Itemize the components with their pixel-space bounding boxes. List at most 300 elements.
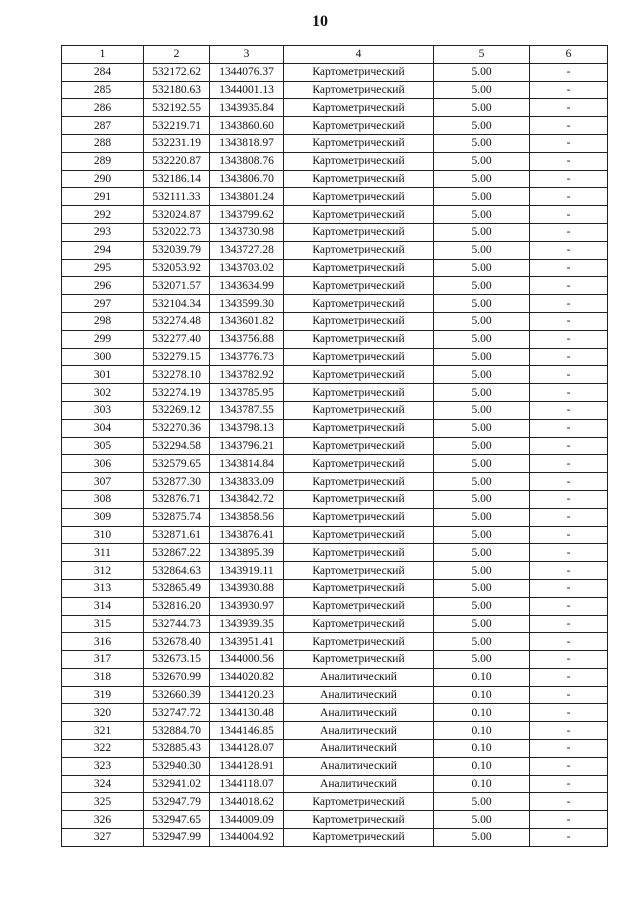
- coordinates-table: [61, 45, 608, 847]
- method-cell: Картометрический: [284, 366, 434, 384]
- method-cell: Картометрический: [284, 312, 434, 330]
- method-cell: Картометрический: [284, 793, 434, 811]
- note-cell: -: [530, 775, 608, 793]
- method-cell: Картометрический: [284, 597, 434, 615]
- y-coordinate-cell: 1343833.09: [210, 473, 284, 491]
- table-row: [62, 615, 608, 633]
- table-row: [62, 206, 608, 224]
- x-coordinate-cell: 532875.74: [144, 508, 210, 526]
- table-row: [62, 508, 608, 526]
- point-number-cell: 300: [62, 348, 144, 366]
- point-number-cell: 310: [62, 526, 144, 544]
- y-coordinate-cell: 1344120.23: [210, 686, 284, 704]
- method-cell: Картометрический: [284, 490, 434, 508]
- accuracy-cell: 5.00: [434, 455, 530, 473]
- column-header: 6: [530, 46, 608, 64]
- x-coordinate-cell: 532947.65: [144, 811, 210, 829]
- accuracy-cell: 5.00: [434, 829, 530, 847]
- note-cell: -: [530, 597, 608, 615]
- point-number-cell: 313: [62, 579, 144, 597]
- point-number-cell: 293: [62, 223, 144, 241]
- method-cell: Аналитический: [284, 722, 434, 740]
- y-coordinate-cell: 1343895.39: [210, 544, 284, 562]
- note-cell: -: [530, 99, 608, 117]
- y-coordinate-cell: 1343730.98: [210, 223, 284, 241]
- point-number-cell: 317: [62, 651, 144, 669]
- accuracy-cell: 0.10: [434, 757, 530, 775]
- y-coordinate-cell: 1343951.41: [210, 633, 284, 651]
- note-cell: -: [530, 223, 608, 241]
- table-row: [62, 793, 608, 811]
- method-cell: Картометрический: [284, 134, 434, 152]
- accuracy-cell: 5.00: [434, 63, 530, 81]
- y-coordinate-cell: 1344000.56: [210, 651, 284, 669]
- note-cell: -: [530, 259, 608, 277]
- note-cell: -: [530, 134, 608, 152]
- table-row: [62, 170, 608, 188]
- y-coordinate-cell: 1344130.48: [210, 704, 284, 722]
- point-number-cell: 304: [62, 419, 144, 437]
- accuracy-cell: 5.00: [434, 579, 530, 597]
- accuracy-cell: 5.00: [434, 295, 530, 313]
- method-cell: Аналитический: [284, 668, 434, 686]
- note-cell: -: [530, 419, 608, 437]
- note-cell: -: [530, 615, 608, 633]
- table-row: [62, 277, 608, 295]
- note-cell: -: [530, 526, 608, 544]
- y-coordinate-cell: 1343939.35: [210, 615, 284, 633]
- y-coordinate-cell: 1343858.56: [210, 508, 284, 526]
- table-row: [62, 152, 608, 170]
- accuracy-cell: 5.00: [434, 99, 530, 117]
- x-coordinate-cell: 532219.71: [144, 117, 210, 135]
- x-coordinate-cell: 532024.87: [144, 206, 210, 224]
- y-coordinate-cell: 1343756.88: [210, 330, 284, 348]
- accuracy-cell: 0.10: [434, 722, 530, 740]
- point-number-cell: 299: [62, 330, 144, 348]
- x-coordinate-cell: 532053.92: [144, 259, 210, 277]
- x-coordinate-cell: 532269.12: [144, 401, 210, 419]
- note-cell: -: [530, 757, 608, 775]
- y-coordinate-cell: 1344128.91: [210, 757, 284, 775]
- method-cell: Картометрический: [284, 81, 434, 99]
- method-cell: Картометрический: [284, 401, 434, 419]
- table-row: [62, 562, 608, 580]
- accuracy-cell: 5.00: [434, 81, 530, 99]
- x-coordinate-cell: 532277.40: [144, 330, 210, 348]
- note-cell: -: [530, 241, 608, 259]
- accuracy-cell: 5.00: [434, 223, 530, 241]
- point-number-cell: 298: [62, 312, 144, 330]
- table-row: [62, 829, 608, 847]
- table-row: [62, 686, 608, 704]
- note-cell: -: [530, 455, 608, 473]
- accuracy-cell: 0.10: [434, 686, 530, 704]
- point-number-cell: 326: [62, 811, 144, 829]
- y-coordinate-cell: 1344004.92: [210, 829, 284, 847]
- y-coordinate-cell: 1343787.55: [210, 401, 284, 419]
- accuracy-cell: 5.00: [434, 526, 530, 544]
- x-coordinate-cell: 532274.19: [144, 384, 210, 402]
- table-row: [62, 81, 608, 99]
- y-coordinate-cell: 1343842.72: [210, 490, 284, 508]
- x-coordinate-cell: 532278.10: [144, 366, 210, 384]
- method-cell: Картометрический: [284, 223, 434, 241]
- method-cell: Картометрический: [284, 811, 434, 829]
- table-row: [62, 455, 608, 473]
- point-number-cell: 294: [62, 241, 144, 259]
- y-coordinate-cell: 1344018.62: [210, 793, 284, 811]
- point-number-cell: 327: [62, 829, 144, 847]
- table-row: [62, 740, 608, 758]
- note-cell: -: [530, 277, 608, 295]
- table-row: [62, 544, 608, 562]
- method-cell: Аналитический: [284, 686, 434, 704]
- note-cell: -: [530, 651, 608, 669]
- point-number-cell: 302: [62, 384, 144, 402]
- y-coordinate-cell: 1343935.84: [210, 99, 284, 117]
- point-number-cell: 287: [62, 117, 144, 135]
- x-coordinate-cell: 532670.99: [144, 668, 210, 686]
- x-coordinate-cell: 532186.14: [144, 170, 210, 188]
- y-coordinate-cell: 1343806.70: [210, 170, 284, 188]
- x-coordinate-cell: 532884.70: [144, 722, 210, 740]
- accuracy-cell: 5.00: [434, 206, 530, 224]
- method-cell: Картометрический: [284, 829, 434, 847]
- table-row: [62, 473, 608, 491]
- x-coordinate-cell: 532231.19: [144, 134, 210, 152]
- accuracy-cell: 5.00: [434, 437, 530, 455]
- method-cell: Картометрический: [284, 651, 434, 669]
- x-coordinate-cell: 532172.62: [144, 63, 210, 81]
- accuracy-cell: 5.00: [434, 366, 530, 384]
- note-cell: -: [530, 793, 608, 811]
- point-number-cell: 303: [62, 401, 144, 419]
- accuracy-cell: 0.10: [434, 668, 530, 686]
- x-coordinate-cell: 532220.87: [144, 152, 210, 170]
- y-coordinate-cell: 1344009.09: [210, 811, 284, 829]
- table-row: [62, 526, 608, 544]
- accuracy-cell: 5.00: [434, 811, 530, 829]
- table-row: [62, 348, 608, 366]
- note-cell: -: [530, 508, 608, 526]
- note-cell: -: [530, 81, 608, 99]
- y-coordinate-cell: 1343785.95: [210, 384, 284, 402]
- method-cell: Картометрический: [284, 579, 434, 597]
- accuracy-cell: 5.00: [434, 348, 530, 366]
- y-coordinate-cell: 1344128.07: [210, 740, 284, 758]
- y-coordinate-cell: 1343860.60: [210, 117, 284, 135]
- table-body: [62, 63, 608, 846]
- y-coordinate-cell: 1343930.97: [210, 597, 284, 615]
- method-cell: Картометрический: [284, 188, 434, 206]
- y-coordinate-cell: 1343930.88: [210, 579, 284, 597]
- y-coordinate-cell: 1343799.62: [210, 206, 284, 224]
- note-cell: -: [530, 811, 608, 829]
- accuracy-cell: 5.00: [434, 330, 530, 348]
- accuracy-cell: 5.00: [434, 259, 530, 277]
- note-cell: -: [530, 295, 608, 313]
- accuracy-cell: 5.00: [434, 490, 530, 508]
- accuracy-cell: 5.00: [434, 651, 530, 669]
- note-cell: -: [530, 437, 608, 455]
- table-row: [62, 775, 608, 793]
- table-row: [62, 241, 608, 259]
- column-header: 3: [210, 46, 284, 64]
- note-cell: -: [530, 704, 608, 722]
- accuracy-cell: 5.00: [434, 793, 530, 811]
- table-row: [62, 259, 608, 277]
- table-row: [62, 117, 608, 135]
- x-coordinate-cell: 532816.20: [144, 597, 210, 615]
- point-number-cell: 320: [62, 704, 144, 722]
- accuracy-cell: 0.10: [434, 704, 530, 722]
- table-row: [62, 419, 608, 437]
- x-coordinate-cell: 532660.39: [144, 686, 210, 704]
- note-cell: -: [530, 490, 608, 508]
- y-coordinate-cell: 1344001.13: [210, 81, 284, 99]
- column-header: 1: [62, 46, 144, 64]
- accuracy-cell: 5.00: [434, 615, 530, 633]
- y-coordinate-cell: 1344118.07: [210, 775, 284, 793]
- x-coordinate-cell: 532885.43: [144, 740, 210, 758]
- method-cell: Картометрический: [284, 99, 434, 117]
- method-cell: Картометрический: [284, 348, 434, 366]
- method-cell: Картометрический: [284, 277, 434, 295]
- table-row: [62, 134, 608, 152]
- note-cell: -: [530, 312, 608, 330]
- y-coordinate-cell: 1343703.02: [210, 259, 284, 277]
- table-row: [62, 490, 608, 508]
- point-number-cell: 307: [62, 473, 144, 491]
- accuracy-cell: 5.00: [434, 473, 530, 491]
- point-number-cell: 291: [62, 188, 144, 206]
- point-number-cell: 292: [62, 206, 144, 224]
- table-row: [62, 99, 608, 117]
- method-cell: Картометрический: [284, 241, 434, 259]
- y-coordinate-cell: 1344076.37: [210, 63, 284, 81]
- y-coordinate-cell: 1343919.11: [210, 562, 284, 580]
- note-cell: -: [530, 188, 608, 206]
- x-coordinate-cell: 532941.02: [144, 775, 210, 793]
- accuracy-cell: 5.00: [434, 508, 530, 526]
- table-row: [62, 579, 608, 597]
- accuracy-cell: 5.00: [434, 152, 530, 170]
- point-number-cell: 311: [62, 544, 144, 562]
- note-cell: -: [530, 668, 608, 686]
- x-coordinate-cell: 532294.58: [144, 437, 210, 455]
- accuracy-cell: 5.00: [434, 544, 530, 562]
- table-row: [62, 722, 608, 740]
- x-coordinate-cell: 532940.30: [144, 757, 210, 775]
- method-cell: Картометрический: [284, 508, 434, 526]
- y-coordinate-cell: 1343808.76: [210, 152, 284, 170]
- column-header: 4: [284, 46, 434, 64]
- x-coordinate-cell: 532270.36: [144, 419, 210, 437]
- table-row: [62, 312, 608, 330]
- y-coordinate-cell: 1343801.24: [210, 188, 284, 206]
- note-cell: -: [530, 722, 608, 740]
- point-number-cell: 288: [62, 134, 144, 152]
- note-cell: -: [530, 63, 608, 81]
- accuracy-cell: 5.00: [434, 384, 530, 402]
- y-coordinate-cell: 1343599.30: [210, 295, 284, 313]
- method-cell: Картометрический: [284, 562, 434, 580]
- method-cell: Картометрический: [284, 419, 434, 437]
- method-cell: Картометрический: [284, 544, 434, 562]
- table-row: [62, 401, 608, 419]
- accuracy-cell: 0.10: [434, 740, 530, 758]
- point-number-cell: 305: [62, 437, 144, 455]
- method-cell: Картометрический: [284, 384, 434, 402]
- x-coordinate-cell: 532111.33: [144, 188, 210, 206]
- method-cell: Картометрический: [284, 526, 434, 544]
- x-coordinate-cell: 532104.34: [144, 295, 210, 313]
- point-number-cell: 321: [62, 722, 144, 740]
- accuracy-cell: 5.00: [434, 134, 530, 152]
- note-cell: -: [530, 366, 608, 384]
- accuracy-cell: 0.10: [434, 775, 530, 793]
- column-header: 2: [144, 46, 210, 64]
- point-number-cell: 309: [62, 508, 144, 526]
- note-cell: -: [530, 562, 608, 580]
- x-coordinate-cell: 532192.55: [144, 99, 210, 117]
- accuracy-cell: 5.00: [434, 633, 530, 651]
- method-cell: Картометрический: [284, 633, 434, 651]
- method-cell: Картометрический: [284, 615, 434, 633]
- method-cell: Картометрический: [284, 455, 434, 473]
- method-cell: Аналитический: [284, 775, 434, 793]
- x-coordinate-cell: 532867.22: [144, 544, 210, 562]
- note-cell: -: [530, 330, 608, 348]
- x-coordinate-cell: 532876.71: [144, 490, 210, 508]
- column-header: 5: [434, 46, 530, 64]
- method-cell: Картометрический: [284, 437, 434, 455]
- x-coordinate-cell: 532039.79: [144, 241, 210, 259]
- y-coordinate-cell: 1343818.97: [210, 134, 284, 152]
- accuracy-cell: 5.00: [434, 117, 530, 135]
- accuracy-cell: 5.00: [434, 419, 530, 437]
- note-cell: -: [530, 117, 608, 135]
- method-cell: Аналитический: [284, 704, 434, 722]
- note-cell: -: [530, 152, 608, 170]
- point-number-cell: 322: [62, 740, 144, 758]
- table-row: [62, 223, 608, 241]
- x-coordinate-cell: 532022.73: [144, 223, 210, 241]
- table-row: [62, 597, 608, 615]
- note-cell: -: [530, 206, 608, 224]
- method-cell: Картометрический: [284, 295, 434, 313]
- accuracy-cell: 5.00: [434, 401, 530, 419]
- x-coordinate-cell: 532947.99: [144, 829, 210, 847]
- table-row: [62, 668, 608, 686]
- table-row: [62, 384, 608, 402]
- table-row: [62, 757, 608, 775]
- table-header-row: [62, 46, 608, 64]
- method-cell: Картометрический: [284, 473, 434, 491]
- method-cell: Картометрический: [284, 206, 434, 224]
- x-coordinate-cell: 532673.15: [144, 651, 210, 669]
- y-coordinate-cell: 1343727.28: [210, 241, 284, 259]
- point-number-cell: 323: [62, 757, 144, 775]
- table-row: [62, 437, 608, 455]
- x-coordinate-cell: 532864.63: [144, 562, 210, 580]
- accuracy-cell: 5.00: [434, 562, 530, 580]
- y-coordinate-cell: 1343634.99: [210, 277, 284, 295]
- y-coordinate-cell: 1343782.92: [210, 366, 284, 384]
- method-cell: Картометрический: [284, 152, 434, 170]
- x-coordinate-cell: 532865.49: [144, 579, 210, 597]
- x-coordinate-cell: 532744.73: [144, 615, 210, 633]
- table-row: [62, 633, 608, 651]
- accuracy-cell: 5.00: [434, 241, 530, 259]
- method-cell: Картометрический: [284, 170, 434, 188]
- method-cell: Аналитический: [284, 740, 434, 758]
- point-number-cell: 286: [62, 99, 144, 117]
- accuracy-cell: 5.00: [434, 188, 530, 206]
- table-row: [62, 63, 608, 81]
- accuracy-cell: 5.00: [434, 277, 530, 295]
- y-coordinate-cell: 1344146.85: [210, 722, 284, 740]
- point-number-cell: 324: [62, 775, 144, 793]
- table-row: [62, 295, 608, 313]
- method-cell: Картометрический: [284, 330, 434, 348]
- method-cell: Картометрический: [284, 259, 434, 277]
- y-coordinate-cell: 1343798.13: [210, 419, 284, 437]
- point-number-cell: 301: [62, 366, 144, 384]
- point-number-cell: 297: [62, 295, 144, 313]
- page-number: 10: [312, 13, 328, 30]
- x-coordinate-cell: 532579.65: [144, 455, 210, 473]
- x-coordinate-cell: 532071.57: [144, 277, 210, 295]
- method-cell: Аналитический: [284, 757, 434, 775]
- note-cell: -: [530, 348, 608, 366]
- y-coordinate-cell: 1343796.21: [210, 437, 284, 455]
- note-cell: -: [530, 633, 608, 651]
- x-coordinate-cell: 532274.48: [144, 312, 210, 330]
- y-coordinate-cell: 1343814.84: [210, 455, 284, 473]
- note-cell: -: [530, 473, 608, 491]
- note-cell: -: [530, 829, 608, 847]
- note-cell: -: [530, 401, 608, 419]
- y-coordinate-cell: 1344020.82: [210, 668, 284, 686]
- accuracy-cell: 5.00: [434, 312, 530, 330]
- point-number-cell: 284: [62, 63, 144, 81]
- table-row: [62, 188, 608, 206]
- table-row: [62, 811, 608, 829]
- x-coordinate-cell: 532180.63: [144, 81, 210, 99]
- point-number-cell: 295: [62, 259, 144, 277]
- y-coordinate-cell: 1343776.73: [210, 348, 284, 366]
- x-coordinate-cell: 532678.40: [144, 633, 210, 651]
- table-row: [62, 366, 608, 384]
- x-coordinate-cell: 532279.15: [144, 348, 210, 366]
- method-cell: Картометрический: [284, 63, 434, 81]
- method-cell: Картометрический: [284, 117, 434, 135]
- point-number-cell: 318: [62, 668, 144, 686]
- x-coordinate-cell: 532871.61: [144, 526, 210, 544]
- note-cell: -: [530, 384, 608, 402]
- point-number-cell: 285: [62, 81, 144, 99]
- accuracy-cell: 5.00: [434, 597, 530, 615]
- point-number-cell: 306: [62, 455, 144, 473]
- x-coordinate-cell: 532947.79: [144, 793, 210, 811]
- accuracy-cell: 5.00: [434, 170, 530, 188]
- point-number-cell: 296: [62, 277, 144, 295]
- note-cell: -: [530, 544, 608, 562]
- table-row: [62, 330, 608, 348]
- y-coordinate-cell: 1343601.82: [210, 312, 284, 330]
